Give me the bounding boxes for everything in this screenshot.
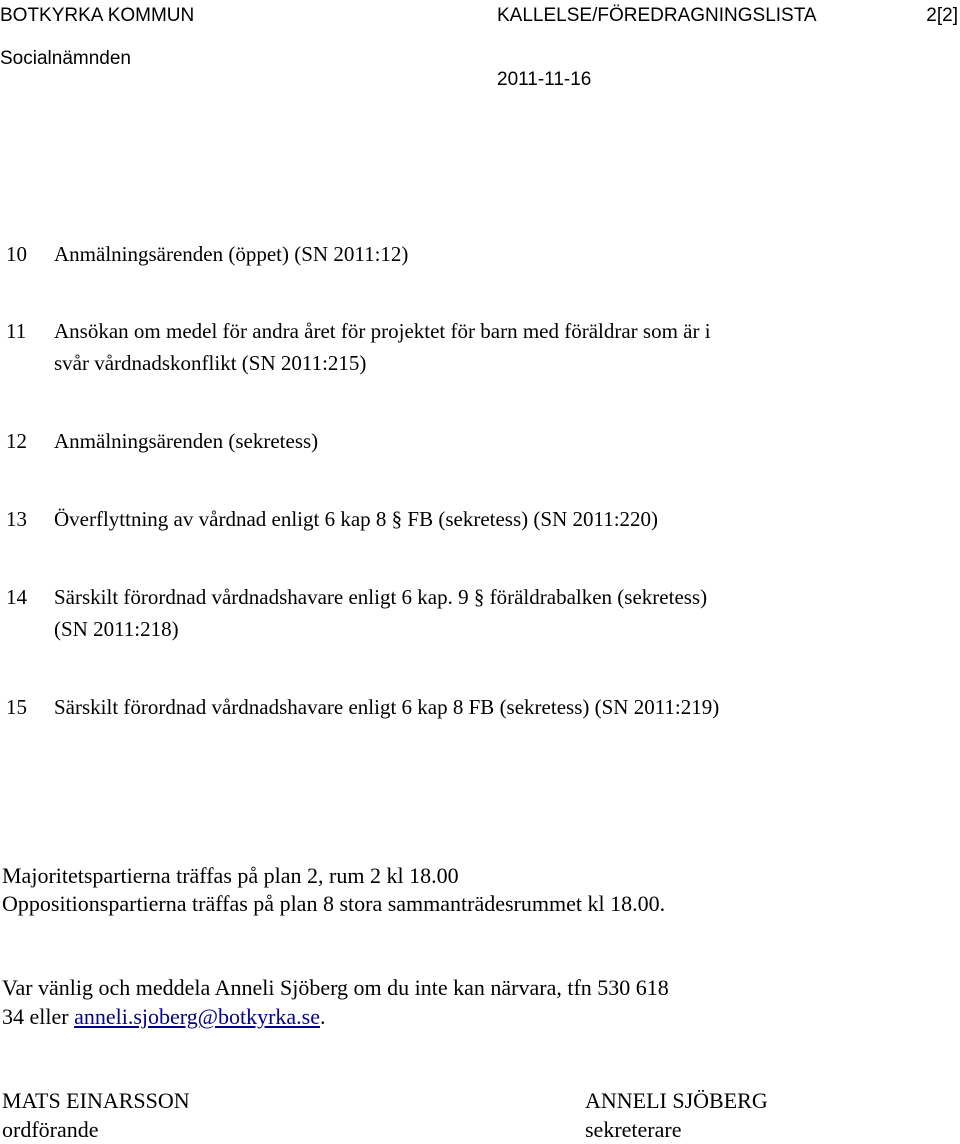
agenda-item-number: 14	[6, 585, 27, 609]
agenda-item-number: 15	[6, 695, 27, 719]
agenda-item-text: Särskilt förordnad vårdnadshavare enligt 6 kap. 9 § föräldrabalken (sekretess)	[54, 585, 708, 609]
signature-secretary-title: sekreterare	[585, 1117, 682, 1142]
contact-suffix: .	[320, 1004, 326, 1029]
agenda-item	[6, 691, 946, 723]
agenda-item	[6, 425, 946, 457]
signature-chair-title: ordförande	[2, 1117, 99, 1142]
contact-prefix: 34 eller	[2, 1004, 75, 1029]
agenda-item-number: 13	[6, 507, 27, 531]
majority-meeting-info: Majoritetspartierna träffas på plan 2, rum 2 kl 18.00	[2, 863, 459, 888]
document-date: 2011-11-16	[497, 69, 592, 90]
opposition-meeting-info: Oppositionspartierna träffas på plan 8 stora sammanträdesrummet kl 18.00.	[2, 891, 666, 916]
agenda-item-text: Anmälningsärenden (öppet) (SN 2011:12)	[54, 242, 409, 266]
attendance-notice-contact	[2, 1003, 326, 1031]
agenda-item	[6, 581, 946, 645]
attendance-notice: Var vänlig och meddela Anneli Sjöberg om du inte kan närvara, tfn 530 618	[2, 975, 669, 1000]
agenda-item	[6, 503, 946, 535]
page-number: 2[2]	[926, 5, 958, 26]
agenda-item-text: Överflyttning av vårdnad enligt 6 kap 8 § FB (sekretess) (SN 2011:220)	[54, 507, 659, 531]
document-type: KALLELSE/FÖREDRAGNINGSLISTA	[497, 5, 817, 26]
agenda-item-number: 11	[6, 319, 27, 343]
committee-name: Socialnämnden	[0, 48, 131, 69]
organization-name: BOTKYRKA KOMMUN	[0, 5, 195, 26]
agenda-item	[6, 315, 946, 379]
agenda-item	[6, 238, 946, 270]
signature-chair-name: MATS EINARSSON	[2, 1088, 190, 1113]
signature-secretary-name: ANNELI SJÖBERG	[585, 1088, 768, 1113]
agenda-item-text: (SN 2011:218)	[54, 617, 179, 641]
agenda-item-text: Anmälningsärenden (sekretess)	[54, 429, 319, 453]
agenda-item-text: svår vårdnadskonflikt (SN 2011:215)	[54, 351, 367, 375]
agenda-item-text: Särskilt förordnad vårdnadshavare enligt 6 kap 8 FB (sekretess) (SN 2011:219)	[54, 695, 720, 719]
email-link[interactable]: anneli.sjoberg@botkyrka.se	[74, 1004, 321, 1029]
agenda-item-number: 12	[6, 429, 27, 453]
agenda-item-text: Ansökan om medel för andra året för projektet för barn med föräldrar som är i	[54, 319, 711, 343]
agenda-item-number: 10	[6, 242, 27, 266]
